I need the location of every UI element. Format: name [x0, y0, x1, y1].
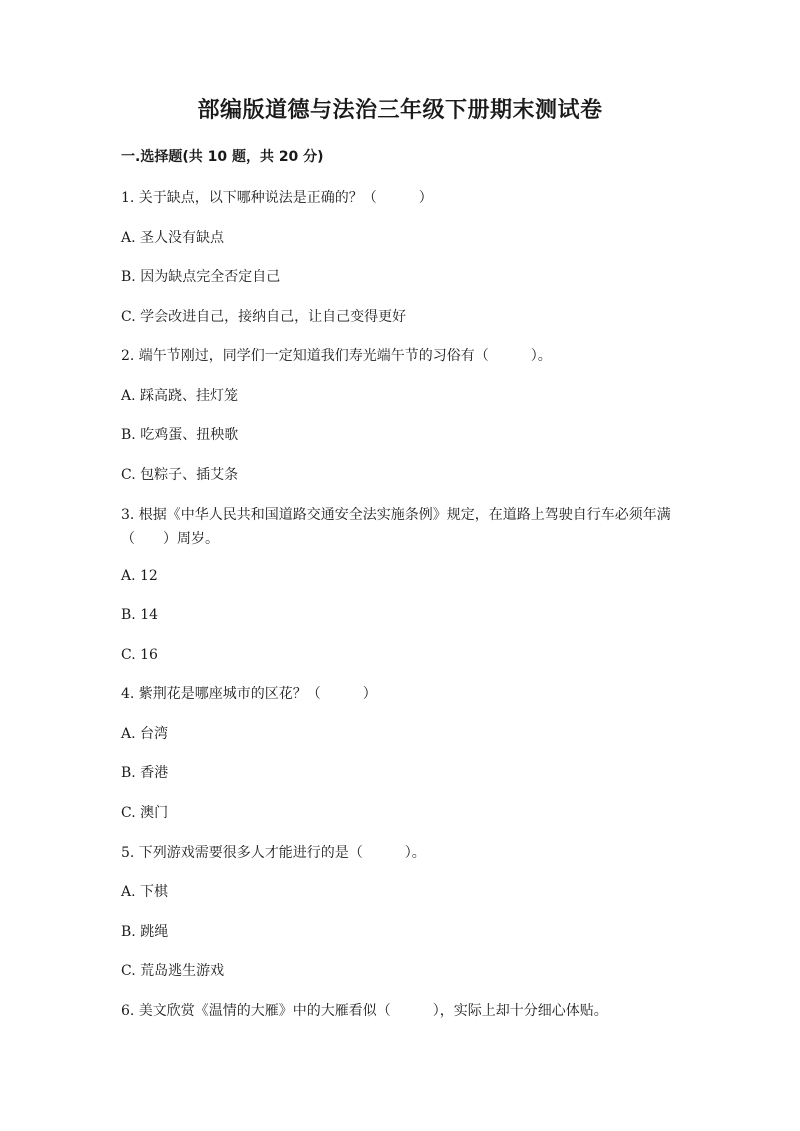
- question-2-stem: 2. 端午节刚过，同学们一定知道我们寿光端午节的习俗有（ ）。: [121, 348, 552, 364]
- question-4-stem: 4. 紫荆花是哪座城市的区花？（ ）: [121, 686, 377, 702]
- page-title: 部编版道德与法治三年级下册期末测试卷: [197, 98, 603, 123]
- question-3-stem: 3. 根据《中华人民共和国道路交通安全法实施条例》规定，在道路上驾驶自行车必须年满（ ）周岁。: [121, 507, 671, 547]
- question-4-option-a: A. 台湾: [121, 726, 169, 742]
- question-3-option-b: B. 14: [121, 607, 159, 623]
- question-3-option-c: C. 16: [121, 647, 158, 663]
- question-5-stem: 5. 下列游戏需要很多人才能进行的是（ ）。: [121, 845, 426, 861]
- question-1-option-a: A. 圣人没有缺点: [121, 230, 225, 246]
- question-2-option-c: C. 包粽子、插艾条: [121, 467, 239, 483]
- question-4-option-b: B. 香港: [121, 765, 169, 781]
- question-5-option-a: A. 下棋: [121, 884, 169, 900]
- question-1-stem: 1. 关于缺点，以下哪种说法是正确的？（ ）: [121, 190, 433, 206]
- question-5-option-b: B. 跳绳: [121, 924, 169, 940]
- question-4-option-c: C. 澳门: [121, 805, 169, 821]
- section-heading: 一.选择题(共 10 题，共 20 分): [121, 149, 324, 165]
- question-1-option-b: B. 因为缺点完全否定自己: [121, 269, 281, 285]
- question-5-option-c: C. 荒岛逃生游戏: [121, 963, 225, 979]
- question-2-option-b: B. 吃鸡蛋、扭秧歌: [121, 427, 239, 443]
- question-1-option-c: C. 学会改进自己，接纳自己，让自己变得更好: [121, 309, 407, 325]
- question-3-option-a: A. 12: [121, 568, 158, 584]
- question-6-stem: 6. 美文欣赏《温情的大雁》中的大雁看似（ ），实际上却十分细心体贴。: [121, 1003, 608, 1019]
- question-2-option-a: A. 踩高跷、挂灯笼: [121, 388, 239, 404]
